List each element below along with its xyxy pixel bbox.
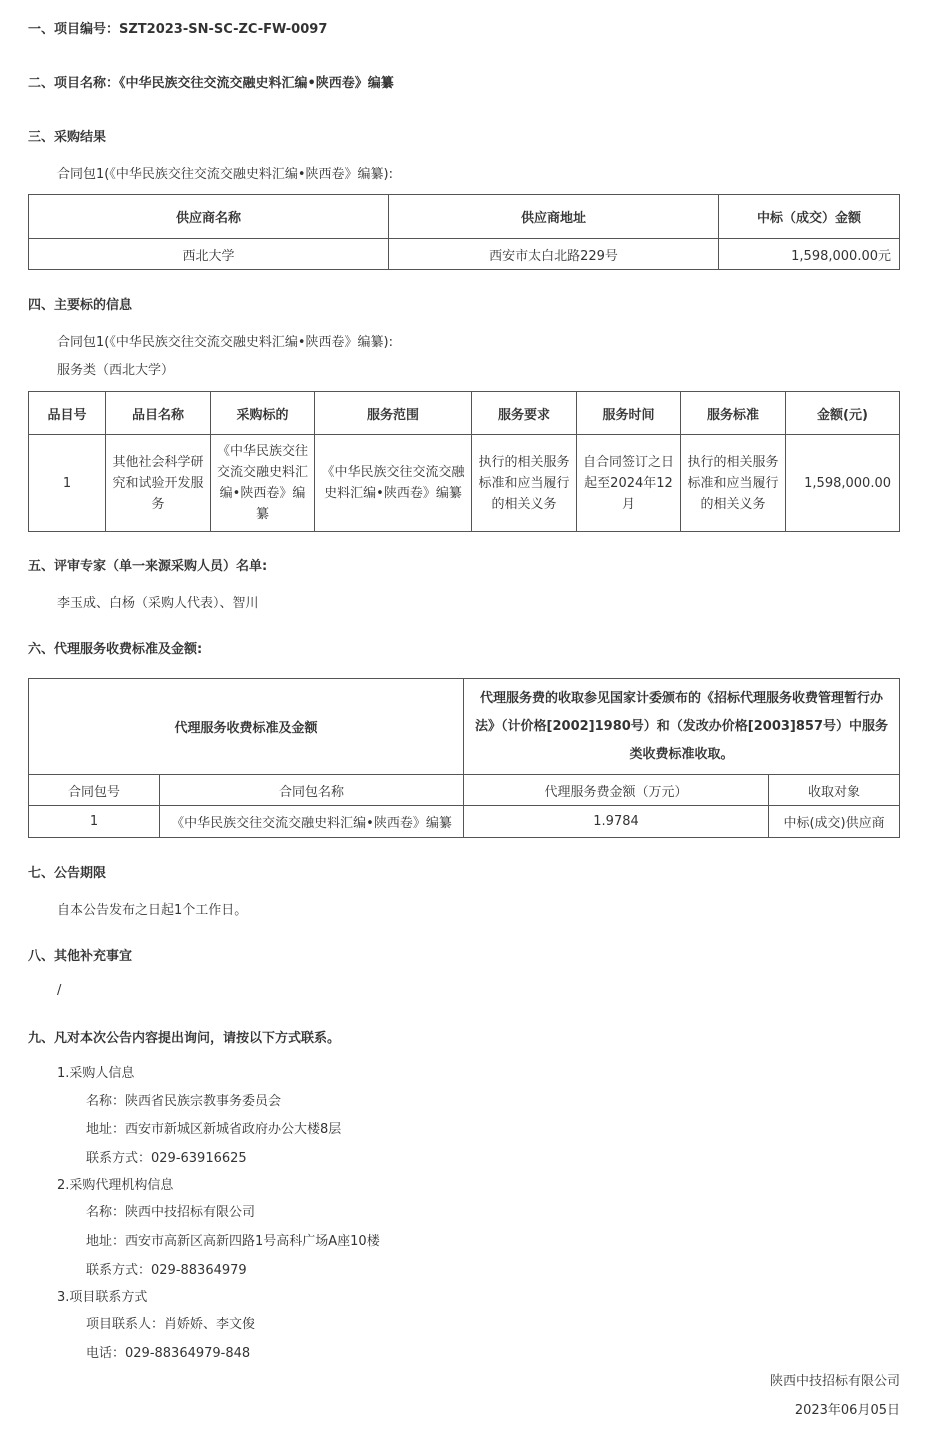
agency-fee-amount: 1.9784	[464, 806, 769, 838]
package-label: 合同包1(《中华民族交往交流交融史料汇编•陕西卷》编纂):	[57, 167, 393, 182]
column-header: 品目名称	[106, 392, 211, 435]
buyer-name: 名称：陕西省民族宗教事务委员会	[86, 1094, 282, 1109]
buyer-phone: 联系方式：029-63916625	[86, 1151, 247, 1166]
column-header: 金额(元)	[786, 392, 900, 435]
project-contact-phone: 电话：029-88364979-848	[86, 1346, 251, 1361]
column-header: 供应商地址	[389, 195, 719, 239]
table-row	[29, 435, 900, 532]
table-header-row	[29, 195, 900, 239]
service-time: 自合同签订之日起至2024年12月	[577, 435, 681, 532]
section-project-name: 二、项目名称：《中华民族交往交流交融史料汇编•陕西卷》编纂	[28, 76, 394, 91]
column-header: 合同包名称	[160, 775, 464, 806]
table-row	[29, 239, 900, 270]
footer-date: 2023年06月05日	[794, 1403, 900, 1418]
supplier-address: 西安市太白北路229号	[389, 239, 719, 270]
section-heading-main-info: 四、主要标的信息	[28, 298, 133, 313]
column-header: 采购标的	[211, 392, 315, 435]
package-number: 1	[29, 806, 160, 838]
section-heading-experts: 五、评审专家（单一来源采购人员）名单:	[28, 559, 268, 574]
section-heading: 一、项目编号：	[28, 22, 120, 37]
column-header: 品目号	[29, 392, 106, 435]
footer-company: 陕西中技招标有限公司	[769, 1374, 900, 1389]
amount: 1,598,000.00	[786, 435, 900, 532]
other-text: /	[57, 983, 62, 998]
table-header-row	[29, 775, 900, 806]
column-header: 代理服务费金额（万元）	[464, 775, 769, 806]
project-contact-person: 项目联系人：肖娇娇、李文俊	[86, 1317, 256, 1332]
fee-standard-row	[29, 679, 900, 775]
service-scope: 《中华民族交往交流交融史料汇编•陕西卷》编纂	[315, 435, 472, 532]
column-header: 服务时间	[577, 392, 681, 435]
fee-payer: 中标(成交)供应商	[769, 806, 900, 838]
package-label: 合同包1(《中华民族交往交流交融史料汇编•陕西卷》编纂):	[57, 335, 393, 350]
expert-names: 李玉成、白杨（采购人代表）、智川	[57, 596, 259, 611]
agency-phone: 联系方式：029-88364979	[86, 1263, 247, 1278]
agency-name: 名称：陕西中技招标有限公司	[86, 1205, 256, 1220]
fee-standard-note: 代理服务费的收取参见国家计委颁布的《招标代理服务收费管理暂行办法》（计价格[2002]1980号）和（发改办价格[2003]857号）中服务类收费标准收取。	[464, 679, 900, 775]
column-header: 收取对象	[769, 775, 900, 806]
section-heading-period: 七、公告期限	[28, 866, 107, 881]
column-header: 中标（成交）金额	[719, 195, 900, 239]
project-number: SZT2023-SN-SC-ZC-FW-0097	[119, 22, 328, 37]
project-contact-title: 3.项目联系方式	[57, 1290, 148, 1305]
agency-address: 地址：西安市高新区高新四路1号高科广场A座10楼	[86, 1234, 380, 1249]
procurement-target: 《中华民族交往交流交融史料汇编•陕西卷》编纂	[211, 435, 315, 532]
column-header: 服务范围	[315, 392, 472, 435]
item-name: 其他社会科学研究和试验开发服务	[106, 435, 211, 532]
column-header: 服务要求	[472, 392, 577, 435]
agency-fee-table	[28, 678, 900, 838]
main-info-table	[28, 391, 900, 532]
column-header: 服务标准	[681, 392, 786, 435]
table-row	[29, 806, 900, 838]
fee-standard-label: 代理服务收费标准及金额	[29, 679, 464, 775]
result-table	[28, 194, 900, 270]
section-heading-agency-fee: 六、代理服务收费标准及金额:	[28, 642, 203, 657]
column-header: 供应商名称	[29, 195, 389, 239]
section-heading-result: 三、采购结果	[28, 130, 107, 145]
supplier-name: 西北大学	[29, 239, 389, 270]
service-requirement: 执行的相关服务标准和应当履行的相关义务	[472, 435, 577, 532]
table-header-row	[29, 392, 900, 435]
buyer-title: 1.采购人信息	[57, 1066, 135, 1081]
section-heading-contact: 九、凡对本次公告内容提出询问，请按以下方式联系。	[28, 1031, 341, 1046]
section-heading-other: 八、其他补充事宜	[28, 949, 133, 964]
buyer-address: 地址：西安市新城区新城省政府办公大楼8层	[86, 1122, 342, 1137]
item-number: 1	[29, 435, 106, 532]
column-header: 合同包号	[29, 775, 160, 806]
period-text: 自本公告发布之日起1个工作日。	[57, 903, 248, 918]
category-label: 服务类（西北大学）	[57, 363, 175, 378]
award-amount: 1,598,000.00元	[719, 239, 900, 270]
package-name: 《中华民族交往交流交融史料汇编•陕西卷》编纂	[160, 806, 464, 838]
section-project-number	[28, 18, 327, 37]
agency-title: 2.采购代理机构信息	[57, 1178, 174, 1193]
service-standard: 执行的相关服务标准和应当履行的相关义务	[681, 435, 786, 532]
